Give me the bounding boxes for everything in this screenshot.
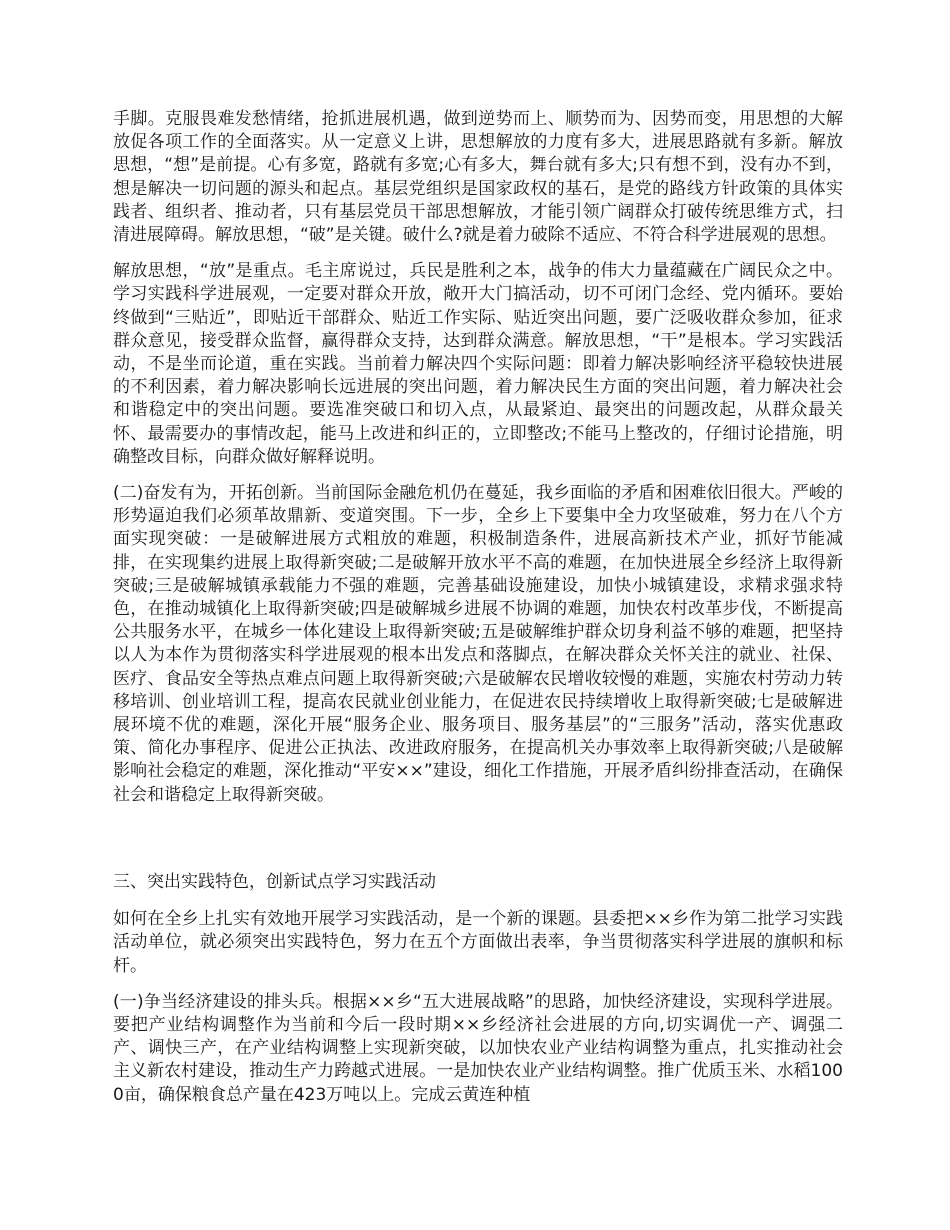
section-heading: 三、突出实践特色，创新试点学习实践活动 <box>113 871 436 892</box>
paragraph: (二)奋发有为，开拓创新。当前国际金融危机仍在蔓延，我乡面临的矛盾和困难依旧很大。严峻的形势逼迫我们必须革故鼎新、变道突围。下一步，全乡上下要集中全力攻坚破难，努力在八个方面实现突破：一是破解进展方式粗放的难题，积极制造条件，进展高新技术产业，抓好节能减排，在实现集约进展上取得新突破;二是破解开放水平不高的难题，在加快进展全乡经济上取得新突破;三是破解城镇承载能力不强的难题，完善基础设施建设，加快小城镇建设，求精求强求特色，在推动城镇化上取得新突破;四是破解城乡进展不协调的难题，加快农村改革步伐，不断提高公共服务水平，在城乡一体化建设上取得新突破;五是破解维护群众切身利益不够的难题，把坚持以人为本作为贯彻落实科学进展观的根本出发点和落脚点，在解决群众关怀关注的就业、社保、医疗、食品安全等热点难点问题上取得新突破;六是破解农民增收较慢的难题，实施农村劳动力转移培训、创业培训工程，提高农民就业创业能力，在促进农民持续增收上取得新突破;七是破解进展环境不优的难题，深化开展“服务企业、服务项目、服务基层”的“三服务”活动，落实优惠政策、简化办事程序、促进公正执法、改进政府服务，在提高机关办事效率上取得新突破;八是破解影响社会稳定的难题，深化推动“平安××”建设，细化工作措施，开展矛盾纠纷排查活动，在确保社会和谐稳定上取得新突破。 <box>113 483 843 805</box>
paragraph: (一)争当经济建设的排头兵。根据××乡“五大进展战略”的思路，加快经济建设，实现科学进展。要把产业结构调整作为当前和今后一段时期××乡经济社会进展的方向,切实调优一产、调强二产、调快三产，在产业结构调整上实现新突破，以加快农业产业结构调整为重点，扎实推动社会主义新农村建设，推动生产力跨越式进展。一是加快农业产业结构调整。推广优质玉米、水稻1000亩，确保粮食总产量在423万吨以上。完成云黄连种植 <box>113 991 843 1105</box>
paragraph: 手脚。克服畏难发愁情绪，抢抓进展机遇，做到逆势而上、顺势而为、因势而变，用思想的大解放促各项工作的全面落实。从一定意义上讲，思想解放的力度有多大，进展思路就有多新。解放思想，“想”是前提。心有多宽，路就有多宽;心有多大，舞台就有多大;只有想不到，没有办不到，想是解决一切问题的源头和起点。基层党组织是国家政权的基石，是党的路线方针政策的具体实践者、组织者、推动者，只有基层党员干部思想解放，才能引领广阔群众打破传统思维方式，扫清进展障碍。解放思想，“破”是关键。破什么?就是着力破除不适应、不符合科学进展观的思想。 <box>113 109 843 246</box>
paragraph: 如何在全乡上扎实有效地开展学习实践活动，是一个新的课题。县委把××乡作为第二批学习实践活动单位，就必须突出实践特色，努力在五个方面做出表率，争当贯彻落实科学进展的旗帜和标杆。 <box>113 909 843 976</box>
paragraph: 解放思想，“放”是重点。毛主席说过，兵民是胜利之本，战争的伟大力量蕴藏在广阔民众之中。学习实践科学进展观，一定要对群众开放，敞开大门搞活动，切不可闭门念经、党内循环。要始终做到“三贴近”，即贴近干部群众、贴近工作实际、贴近突出问题，要广泛吸收群众参加，征求群众意见，接受群众监督，赢得群众支持，达到群众满意。解放思想，“干”是根本。学习实践活动，不是坐而论道，重在实践。当前着力解决四个实际问题：即着力解决影响经济平稳较快进展的不利因素，着力解决影响长远进展的突出问题，着力解决民生方面的突出问题，着力解决社会和谐稳定中的突出问题。要选准突破口和切入点，从最紧迫、最突出的问题改起，从群众最关怀、最需要办的事情改起，能马上改进和纠正的，立即整改;不能马上整改的，仔细讨论措施，明确整改目标，向群众做好解释说明。 <box>113 261 843 467</box>
document-page <box>113 108 843 1120</box>
